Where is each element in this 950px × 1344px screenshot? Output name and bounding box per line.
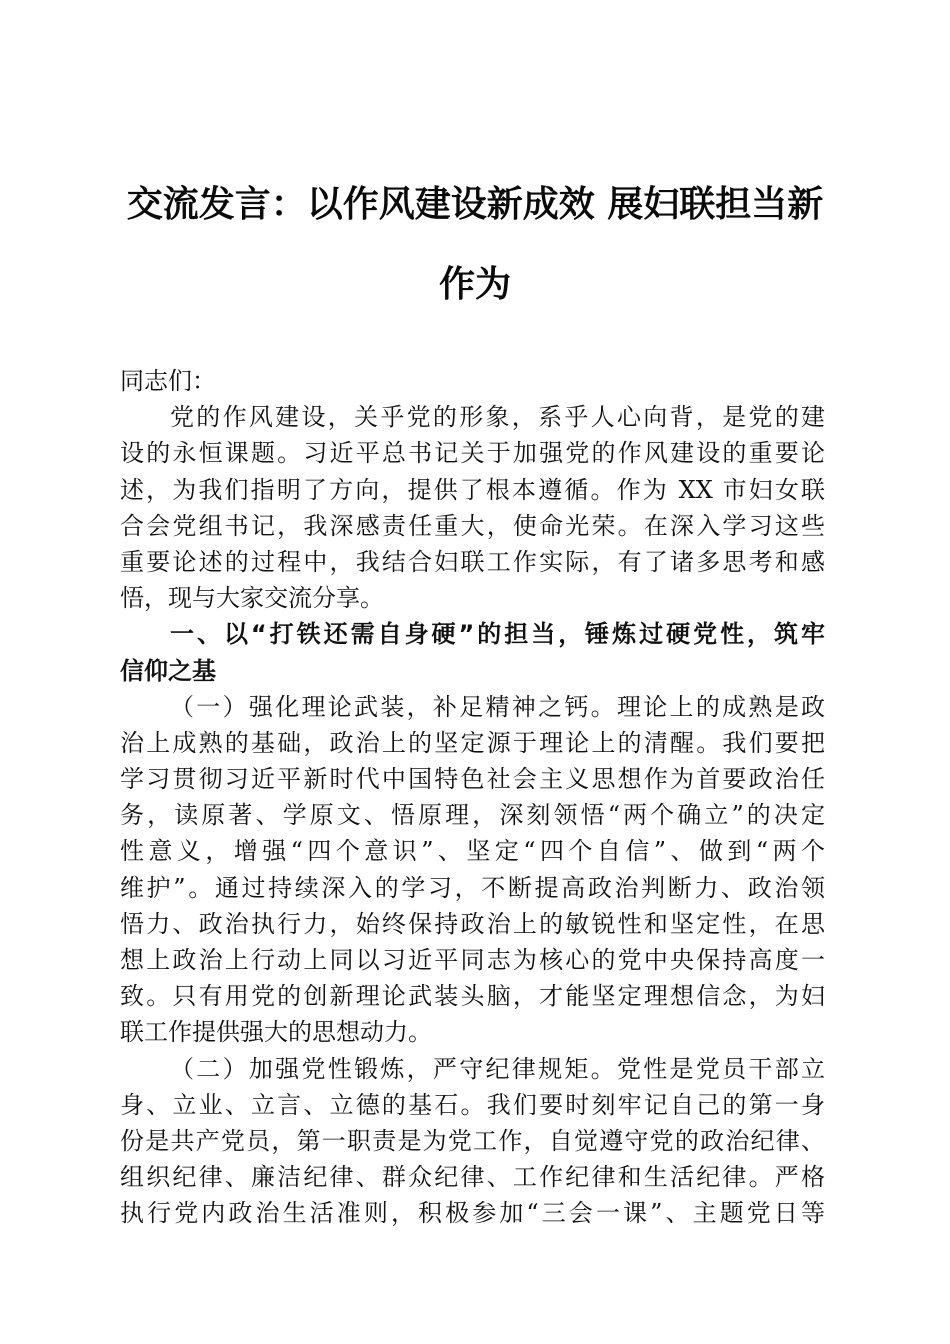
- paragraph-intro: [120, 399, 825, 616]
- paragraph-line: 悟，现与大家交流分享。: [120, 584, 384, 613]
- paragraph-theory: [120, 689, 825, 1051]
- paragraph-line: 性意义，增强“四个意识”、坚定“四个自信”、做到“两个: [120, 837, 825, 866]
- paragraph-line: 重要论述的过程中，我结合妇联工作实际，有了诸多思考和感: [120, 547, 825, 576]
- heading-line: 信仰之基: [120, 656, 216, 685]
- paragraph-line: 设的永恒课题。习近平总书记关于加强党的作风建设的重要论: [120, 439, 825, 468]
- document-title: [120, 164, 830, 324]
- paragraph-line: 份是共产党员，第一职责是为党工作，自觉遵守党的政治纪律、: [120, 1126, 825, 1155]
- section-heading-1: [120, 616, 825, 688]
- salutation: [120, 363, 825, 399]
- paragraph-line: 想上政治上行动上同以习近平同志为核心的党中央保持高度一: [120, 946, 825, 974]
- paragraph-line: 学习贯彻习近平新时代中国特色社会主义思想作为首要政治任: [120, 765, 825, 794]
- paragraph-line: 述，为我们指明了方向，提供了根本遵循。作为 XX 市妇女联: [120, 475, 825, 504]
- salutation-line: 同志们：: [120, 367, 216, 395]
- paragraph-line: （二）加强党性锻炼，严守纪律规矩。党性是党员干部立: [170, 1054, 825, 1083]
- paragraph-line: 致。只有用党的创新理论武装头脑，才能坚定理想信念，为妇: [120, 982, 825, 1011]
- title-line-1: 交流发言：以作风建设新成效 展妇联担当新: [126, 183, 824, 225]
- paragraph-line: 合会党组书记，我深感责任重大，使命光荣。在深入学习这些: [120, 511, 825, 540]
- heading-line: 一、以“打铁还需自身硬”的担当，锤炼过硬党性，筑牢: [170, 620, 825, 649]
- title-line-2: 作为: [438, 263, 511, 305]
- paragraph-line: 维护”。通过持续深入的学习，不断提高政治判断力、政治领: [120, 873, 825, 902]
- paragraph-line: 党的作风建设，关乎党的形象，系乎人心向背，是党的建: [170, 403, 825, 432]
- document-body: [120, 363, 825, 1232]
- paragraph-line: 治上成熟的基础，政治上的坚定源于理论上的清醒。我们要把: [120, 728, 825, 757]
- paragraph-line: 执行党内政治生活准则，积极参加“三会一课”、主题党日等: [120, 1199, 825, 1228]
- paragraph-line: 悟力、政治执行力，始终保持政治上的敏锐性和坚定性，在思: [120, 909, 825, 938]
- paragraph-line: （一）强化理论武装，补足精神之钙。理论上的成熟是政: [170, 692, 825, 721]
- paragraph-line: 联工作提供强大的思想动力。: [120, 1018, 432, 1047]
- paragraph-line: 务，读原著、学原文、悟原理，深刻领悟“两个确立”的决定: [120, 801, 825, 830]
- paragraph-line: 组织纪律、廉洁纪律、群众纪律、工作纪律和生活纪律。严格: [120, 1163, 825, 1192]
- paragraph-discipline: [120, 1051, 825, 1232]
- paragraph-line: 身、立业、立言、立德的基石。我们要时刻牢记自己的第一身: [120, 1090, 825, 1119]
